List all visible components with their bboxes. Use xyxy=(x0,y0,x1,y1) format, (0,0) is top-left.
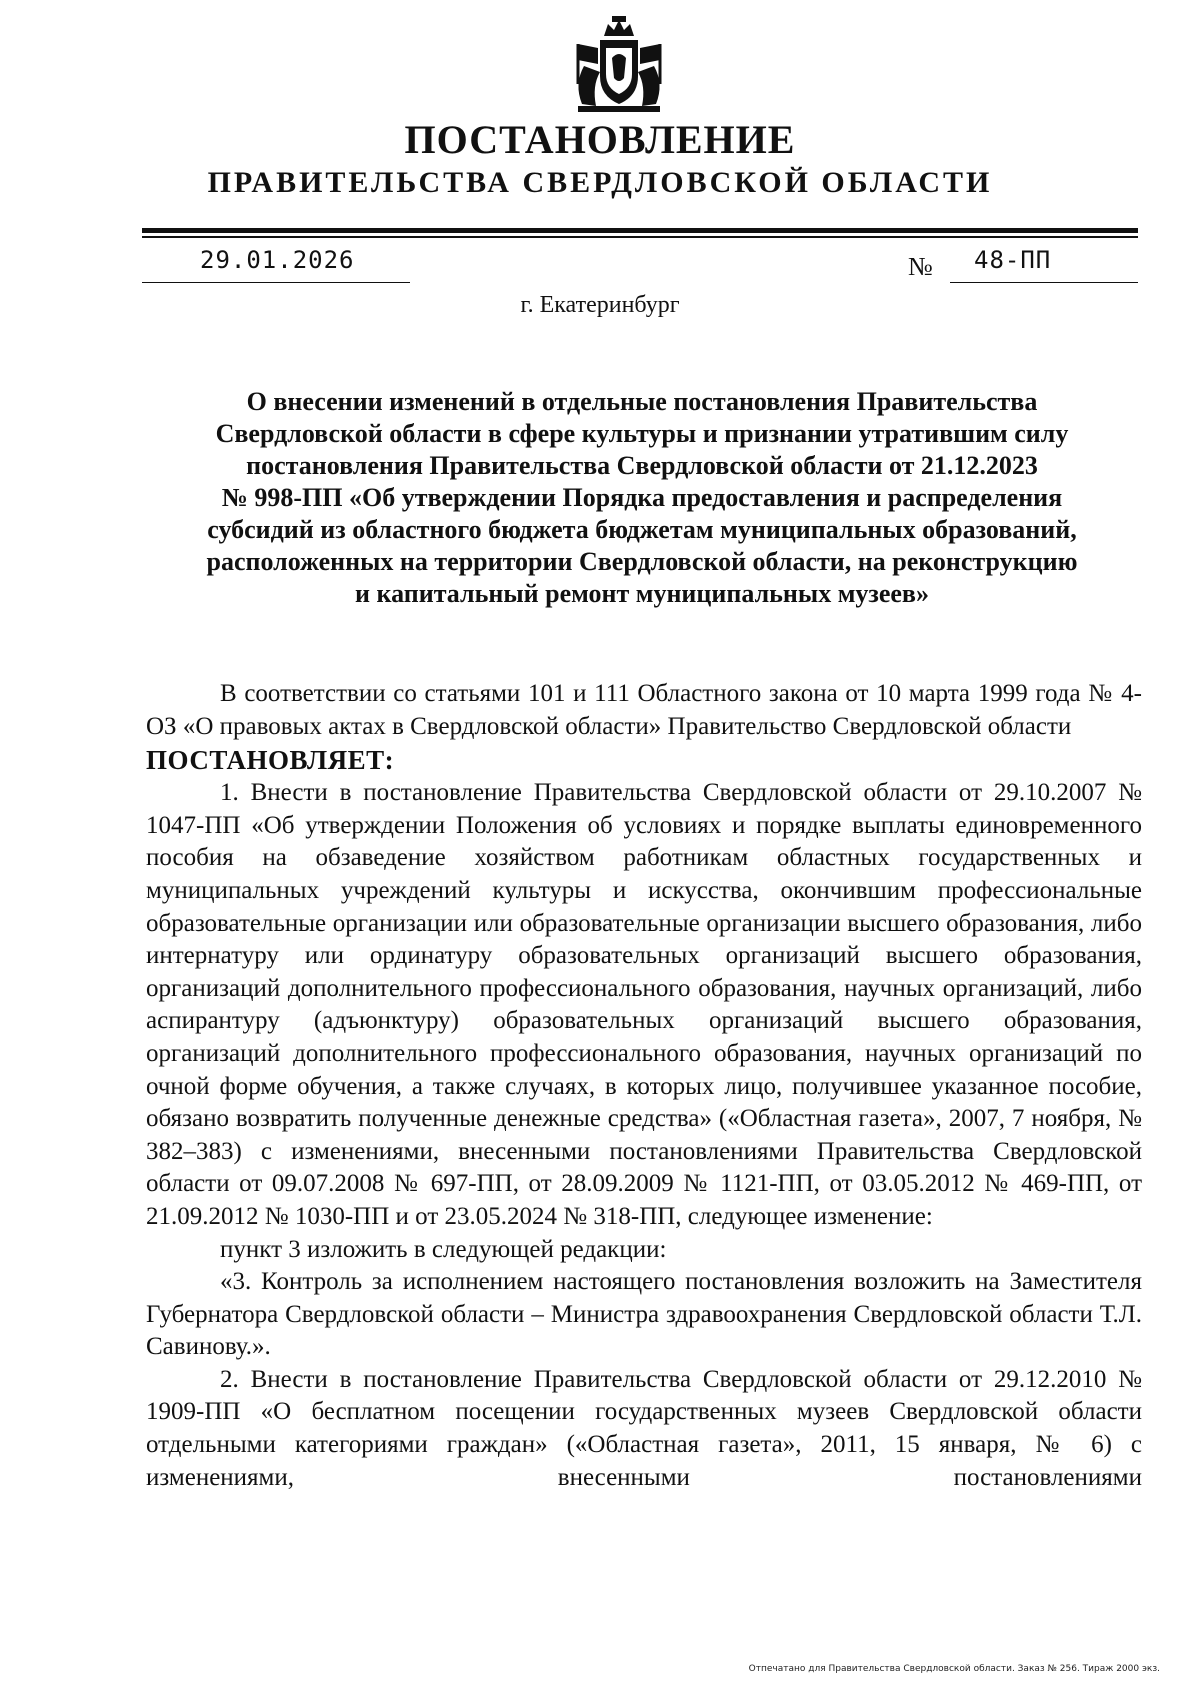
title-line: и капитальный ремонт муниципальных музеев» xyxy=(355,579,929,608)
title-line: Свердловской области в сфере культуры и признании утратившим силу xyxy=(215,419,1069,448)
item-2-paragraph: 2. Внести в постановление Правительства Свердловской области от 29.12.2010 № 1909-ПП «О бесплатном посещении государственных музеев Свердловской области отдельными категориями граждан» («Областная газета», 2011, 15 января, № 6) с изменениями, внесенными постановлениями xyxy=(146,1365,1142,1491)
document-title xyxy=(150,386,1134,610)
issuing-authority-heading: ПРАВИТЕЛЬСТВА СВЕРДЛОВСКОЙ ОБЛАСТИ xyxy=(207,166,993,199)
print-imprint: Отпечатано для Правительства Свердловской области. Заказ № 256. Тираж 2000 экз. xyxy=(748,1664,1160,1674)
number-sign: № xyxy=(908,252,933,281)
document-type-heading: ПОСТАНОВЛЕНИЕ xyxy=(404,117,796,162)
item-1-quote-paragraph: «3. Контроль за исполнением настоящего постановления возложить на Заместителя Губернатора Свердловской области – Министра здравоохранения Свердловской области Т.Л. Савинову.». xyxy=(146,1268,1142,1361)
title-line: О внесении изменений в отдельные постановления Правительства xyxy=(246,387,1038,416)
coat-of-arms-icon xyxy=(564,14,674,116)
preamble-paragraph: В соответствии со статьями 101 и 111 Областного закона от 10 марта 1999 года № 4-ОЗ «О правовых актах в Свердловской области» Правительство Свердловской области xyxy=(146,680,1142,740)
header-divider-thick xyxy=(142,228,1138,233)
title-line: постановления Правительства Свердловской области от 21.12.2023 xyxy=(246,451,1038,480)
document-body xyxy=(146,678,1142,1494)
title-line: субсидий из областного бюджета бюджетам муниципальных образований, xyxy=(207,515,1077,544)
header-divider-thin xyxy=(142,236,1138,238)
city-name: г. Екатеринбург xyxy=(520,292,680,318)
date-underline xyxy=(142,282,410,283)
item-1-paragraph: 1. Внести в постановление Правительства Свердловской области от 29.10.2007 № 1047-ПП «Об утверждении Положения об условиях и порядке выплаты единовременного пособия на обзаведение хозяйством работникам областных государственных и муниципальных учреждений культуры и искусства, окончившим профессиональные образовательные организации или образовательные организации высшего образования, либо интернатуру или ординатуру образовательных организаций высшего образования, организаций дополнительного профессионального образования, научных организаций, либо аспирантуру (адъюнктуру) образовательных организаций высшего образования, организаций дополнительного профессионального образования, научных организаций по очной форме обучения, а также случаях, в которых лицо, получившее указанное пособие, обязано возвратить полученные денежные средства» («Областная газета», 2007, 7 ноября, № 382–383) с изменениями, внесенными постановлениями Правительства Свердловской области от 09.07.2008 № 697-ПП, от 28.09.2009 № 1121-ПП, от 03.05.2012 № 469-ПП, от 21.09.2012 № 1030-ПП и от 23.05.2024 № 318-ПП, следующее изменение: xyxy=(146,779,1142,1230)
number-underline xyxy=(950,282,1138,283)
title-line: расположенных на территории Свердловской области, на реконструкцию xyxy=(206,547,1078,576)
document-date: 29.01.2026 xyxy=(200,246,355,274)
resolve-heading: ПОСТАНОВЛЯЕТ: xyxy=(146,745,395,776)
item-1-sub-paragraph: пункт 3 изложить в следующей редакции: xyxy=(220,1235,667,1263)
title-line: № 998-ПП «Об утверждении Порядка предоставления и распределения xyxy=(221,483,1063,512)
document-number: 48-ПП xyxy=(974,246,1052,274)
